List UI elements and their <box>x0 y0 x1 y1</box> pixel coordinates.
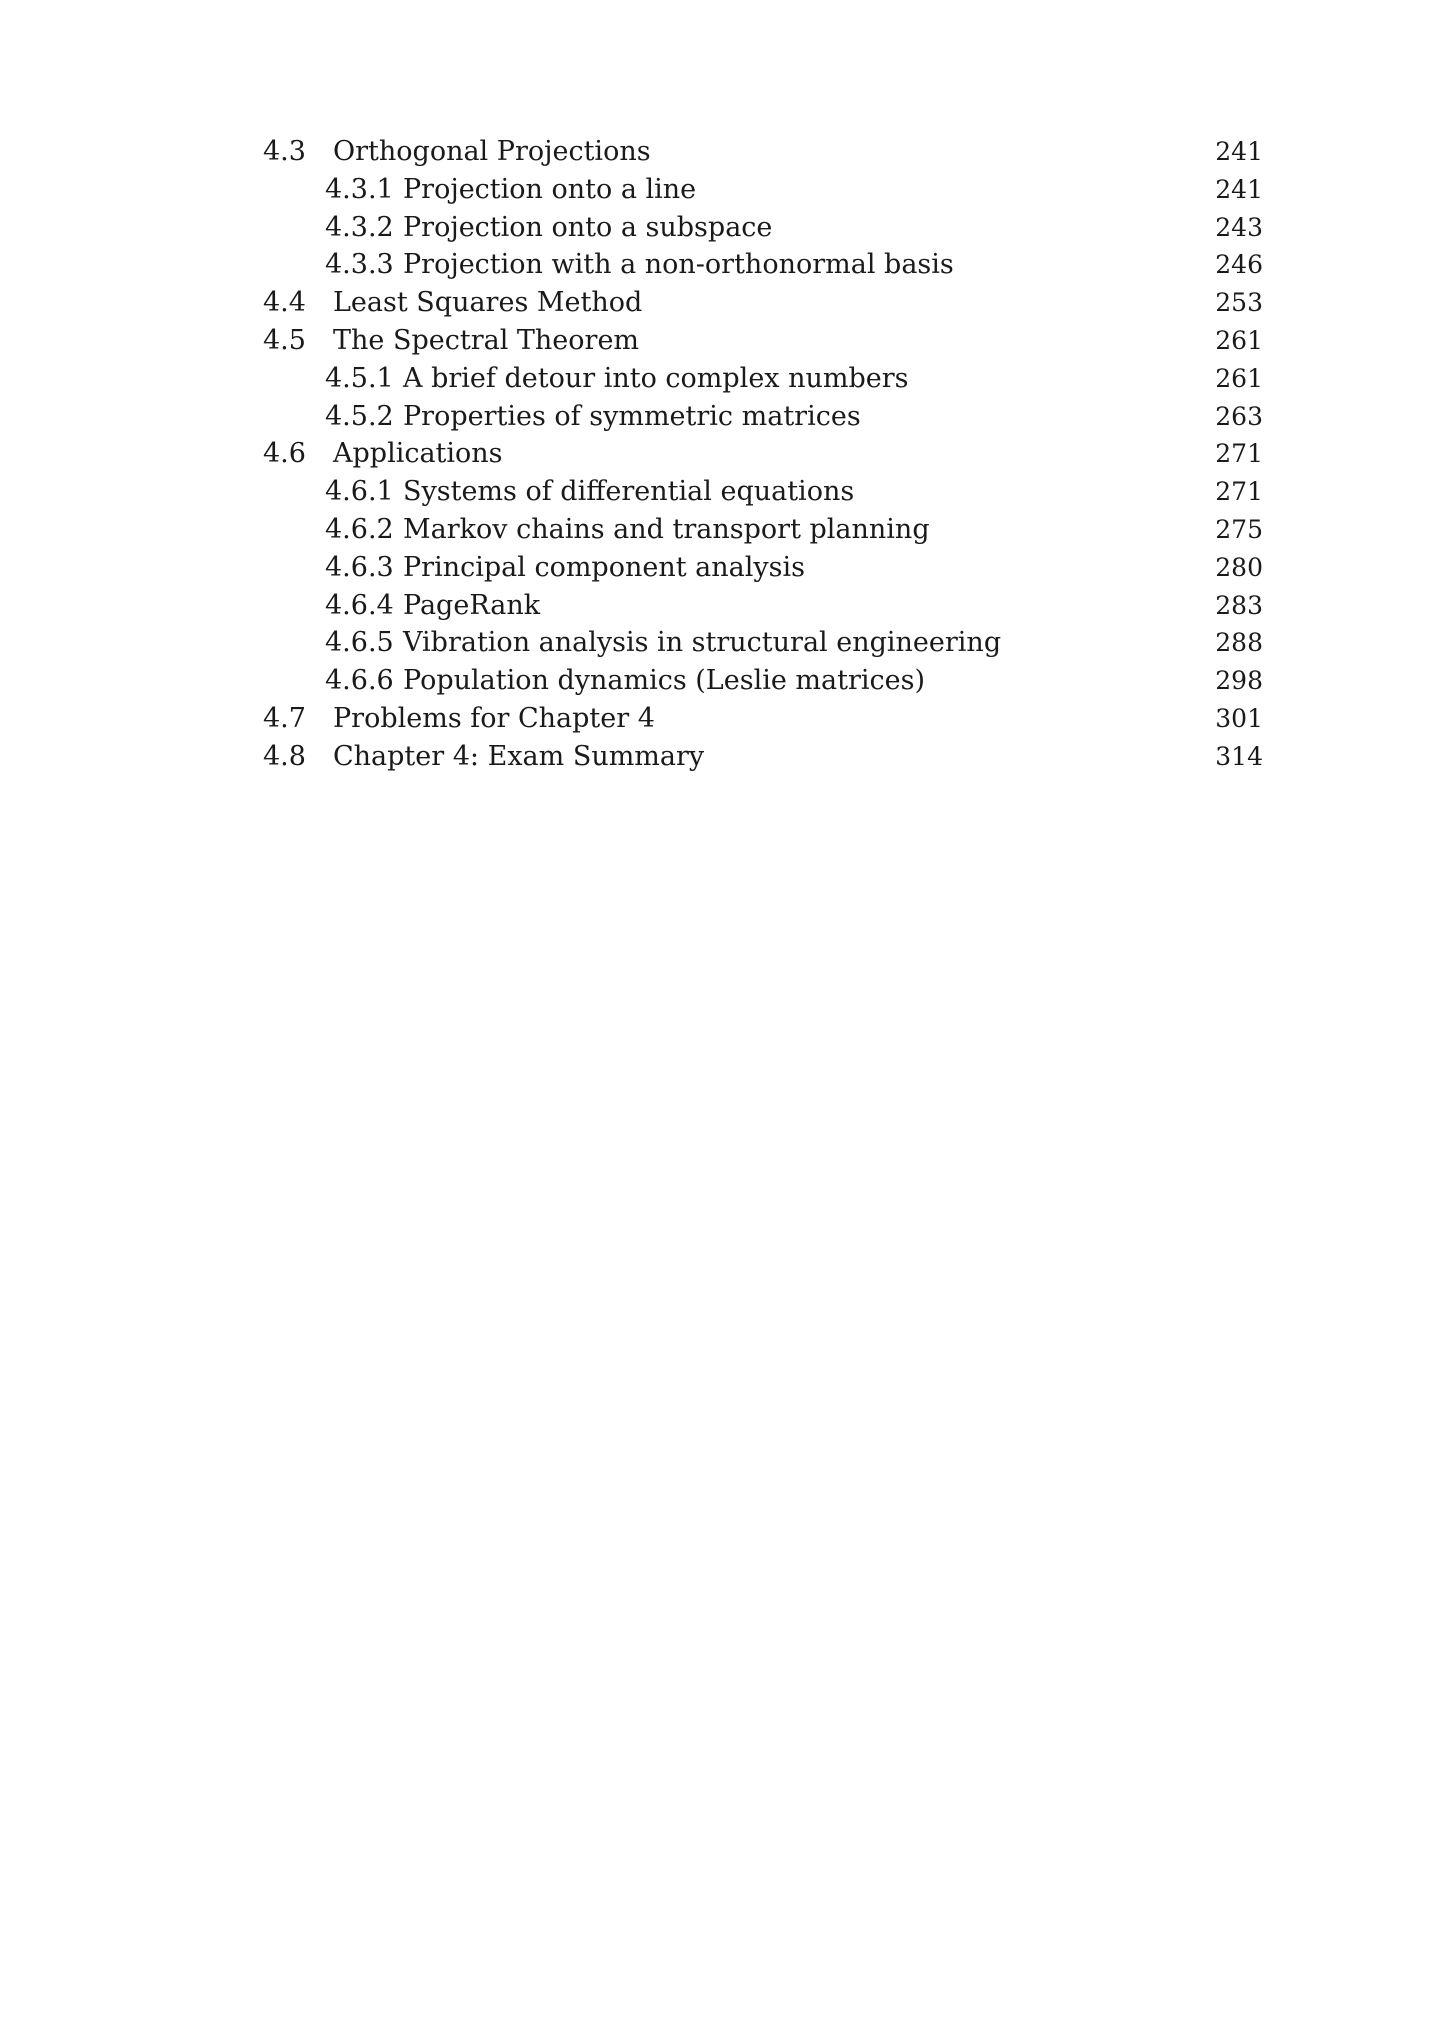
toc-entry[interactable] <box>263 662 1263 700</box>
toc-entry-page: 280 <box>1215 552 1263 582</box>
toc-entry[interactable] <box>263 738 1263 776</box>
toc-entry-page: 271 <box>1215 439 1263 469</box>
toc-entry[interactable] <box>263 473 1263 511</box>
toc-entry[interactable] <box>263 322 1263 360</box>
toc-entry-title: The Spectral Theorem <box>333 324 640 356</box>
toc-entry-title: Problems for Chapter 4 <box>333 702 655 734</box>
toc-entry-number: 4.6.5 <box>325 627 394 659</box>
toc-entry-page: 261 <box>1215 325 1263 355</box>
toc-entry[interactable] <box>263 360 1263 398</box>
toc-entry-number: 4.3 <box>263 136 306 167</box>
toc-entry[interactable] <box>263 398 1263 436</box>
toc-entry-number: 4.6.3 <box>325 551 394 583</box>
toc-entry[interactable] <box>263 511 1263 549</box>
toc-entry-title: Properties of symmetric matrices <box>403 400 861 432</box>
toc-entry-page: 314 <box>1215 741 1263 771</box>
toc-entry-title: PageRank <box>403 589 541 621</box>
toc-entry-number: 4.5.1 <box>325 362 394 394</box>
toc-entry-number: 4.6.6 <box>325 665 394 697</box>
toc-entry-page: 301 <box>1215 703 1263 733</box>
toc-entry[interactable] <box>263 284 1263 322</box>
toc-entry-title: Orthogonal Projections <box>333 136 651 167</box>
toc-entry-title: Applications <box>333 438 503 470</box>
toc-entry-title: Projection onto a subspace <box>403 211 773 243</box>
toc-entry[interactable] <box>263 549 1263 587</box>
toc-entry[interactable] <box>263 587 1263 625</box>
toc-entry-number: 4.7 <box>263 702 306 734</box>
toc-entry[interactable] <box>263 435 1263 473</box>
toc-entry-title: A brief detour into complex numbers <box>403 362 909 394</box>
toc-entry-page: 283 <box>1215 590 1263 620</box>
toc-entry-page: 261 <box>1215 363 1263 393</box>
toc-entry-title: Projection onto a line <box>403 173 697 205</box>
toc-entry-number: 4.8 <box>263 740 306 772</box>
toc-entry-number: 4.3.3 <box>325 249 394 281</box>
toc-entry-page: 275 <box>1215 514 1263 544</box>
toc-entry-page: 298 <box>1215 666 1263 696</box>
toc-entry-page: 271 <box>1215 477 1263 507</box>
toc-entry-number: 4.6 <box>263 438 306 470</box>
toc-entry-title: Markov chains and transport planning <box>403 513 930 545</box>
toc-entry[interactable] <box>263 246 1263 284</box>
toc-entry-page: 243 <box>1215 212 1263 242</box>
table-of-contents <box>263 133 1263 776</box>
toc-entry-title: Least Squares Method <box>333 287 643 319</box>
toc-entry[interactable] <box>263 700 1263 738</box>
toc-entry-number: 4.6.2 <box>325 513 394 545</box>
toc-entry[interactable] <box>263 171 1263 209</box>
toc-entry-page: 253 <box>1215 288 1263 318</box>
toc-entry-number: 4.4 <box>263 287 306 319</box>
toc-entry[interactable] <box>263 209 1263 247</box>
toc-entry-title: Chapter 4: Exam Summary <box>333 740 705 772</box>
toc-entry-number: 4.6.1 <box>325 476 394 508</box>
toc-entry-number: 4.6.4 <box>325 589 394 621</box>
toc-entry-number: 4.5 <box>263 324 306 356</box>
toc-entry-number: 4.3.1 <box>325 173 394 205</box>
toc-entry-title: Projection with a non-orthonormal basis <box>403 249 954 281</box>
toc-entry-title: Systems of differential equations <box>403 476 855 508</box>
toc-entry-page: 288 <box>1215 628 1263 658</box>
toc-entry-page: 263 <box>1215 401 1263 431</box>
toc-entry-page: 241 <box>1215 137 1263 166</box>
toc-entry[interactable] <box>263 133 1263 171</box>
toc-entry-number: 4.5.2 <box>325 400 394 432</box>
toc-entry-number: 4.3.2 <box>325 211 394 243</box>
toc-entry-title: Principal component analysis <box>403 551 805 583</box>
toc-entry-title: Vibration analysis in structural engineering <box>403 627 1002 659</box>
toc-entry-page: 246 <box>1215 250 1263 280</box>
toc-entry[interactable] <box>263 624 1263 662</box>
toc-entry-page: 241 <box>1215 174 1263 204</box>
toc-entry-title: Population dynamics (Leslie matrices) <box>403 665 925 697</box>
